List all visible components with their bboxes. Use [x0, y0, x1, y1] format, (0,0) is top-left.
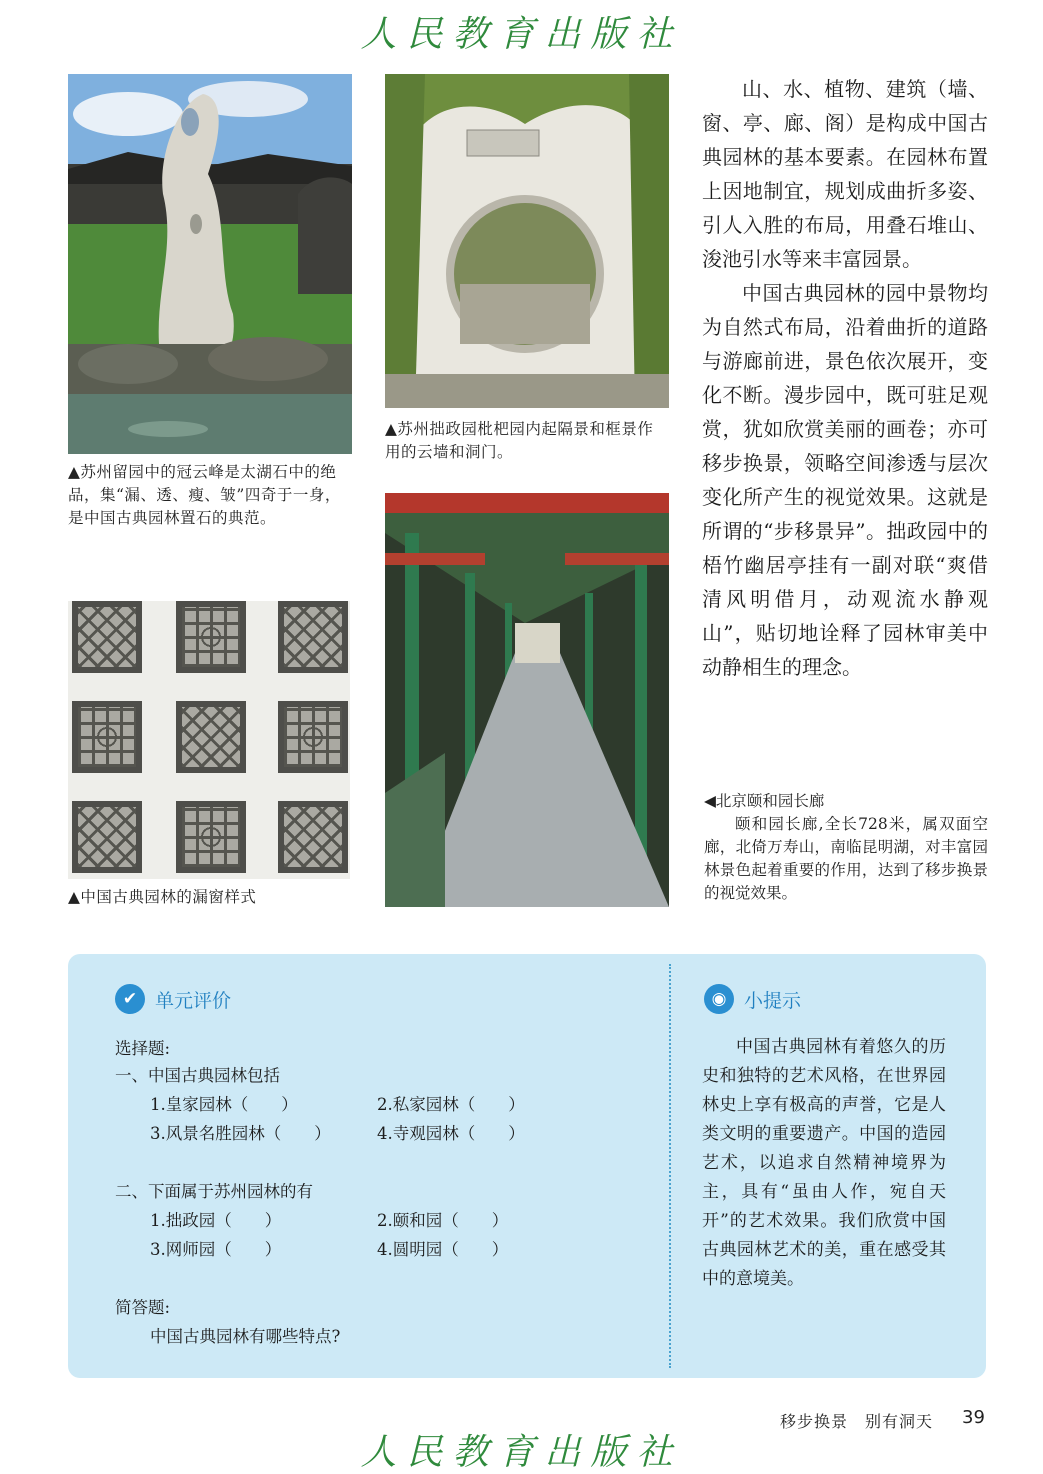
moon-gate-illustration	[385, 74, 669, 408]
choice-label: 选择题:	[115, 1039, 171, 1058]
tip-paragraph: 中国古典园林有着悠久的历史和独特的艺术风格，在世界园林史上享有极高的声誉，它是人类文明的重要遗产。中国的造园艺术，以追求自然精神境界为主，具有“虽由人作，宛自天开”的艺术效果。我们欣赏中国古典园林艺术的美，重在感受其中的意境美。	[702, 1037, 946, 1289]
q1-option-4: 4.寺观园林（ ）	[377, 1124, 525, 1143]
lattice-window	[72, 701, 142, 773]
page-number: 39	[962, 1407, 985, 1428]
corridor-photo	[385, 493, 669, 907]
corridor-illustration	[385, 493, 669, 907]
lattice-window	[176, 701, 246, 773]
corridor-caption-desc: 颐和园长廊,全长728米，属双面空廊，北倚万寿山，南临昆明湖，对丰富园林景色起着重要的作用，达到了移步换景的视觉效果。	[704, 815, 988, 902]
q1-option-3: 3.风景名胜园林（ ）	[150, 1124, 331, 1143]
question-2: 二、下面属于苏州园林的有	[115, 1182, 313, 1201]
question-1: 一、中国古典园林包括	[115, 1066, 280, 1085]
bulb-icon: ◉	[704, 984, 734, 1014]
short-answer-label: 简答题:	[115, 1298, 171, 1317]
tip-heading	[704, 984, 801, 1014]
publisher-logo-bottom: 人民教育出版社	[360, 1432, 683, 1473]
q2-option-4: 4.圆明园（ ）	[377, 1240, 509, 1259]
q2-option-2: 2.颐和园（ ）	[377, 1211, 509, 1230]
rockery-illustration	[68, 74, 352, 454]
lattice-window	[176, 601, 246, 673]
rockery-photo	[68, 74, 352, 454]
moon-gate-photo	[385, 74, 669, 408]
section-footer: 移步换景 别有洞天	[780, 1412, 934, 1431]
q2-option-3: 3.网师园（ ）	[150, 1240, 282, 1259]
rockery-caption: ▲苏州留园中的冠云峰是太湖石中的绝品，集“漏、透、瘦、皱”四奇于一身，是中国古典园林置石的典范。	[68, 463, 341, 527]
lattice-window	[278, 801, 348, 873]
short-answer-question: 中国古典园林有哪些特点?	[150, 1327, 341, 1346]
main-text	[702, 72, 988, 684]
paragraph-2: 中国古典园林的园中景物均为自然式布局，沿着曲折的道路与游廊前进，景色依次展开，变化不断。漫步园中，既可驻足观赏，犹如欣赏美丽的画卷；亦可移步换景，领略空间渗透与层次变化所产生的视觉效果。这就是所谓的“步移景异”。拙政园中的梧竹幽居亭挂有一副对联“爽借清风明借月，动观流水静观山”，贴切地诠释了园林审美中动静相生的理念。	[702, 281, 988, 679]
evaluation-title: 单元评价	[155, 989, 232, 1012]
lattice-window	[72, 601, 142, 673]
lattice-window	[72, 801, 142, 873]
evaluation-heading	[115, 984, 231, 1014]
publisher-logo-top: 人民教育出版社	[360, 14, 683, 55]
corridor-caption-title: ◀北京颐和园长廊	[704, 792, 825, 810]
q2-option-1: 1.拙政园（ ）	[150, 1211, 282, 1230]
lattice-windows-photo	[68, 601, 350, 879]
q1-option-2: 2.私家园林（ ）	[377, 1095, 525, 1114]
lattice-window	[176, 801, 246, 873]
moon-gate-caption: ▲苏州拙政园枇杷园内起隔景和框景作用的云墙和洞门。	[385, 420, 654, 461]
tip-title: 小提示	[744, 989, 802, 1012]
tip-text	[702, 1033, 946, 1294]
box-divider	[669, 964, 671, 1368]
check-icon: ✔	[115, 984, 145, 1014]
corridor-caption	[704, 790, 988, 905]
lattice-window	[278, 601, 348, 673]
lattice-window	[278, 701, 348, 773]
q1-option-1: 1.皇家园林（ ）	[150, 1095, 298, 1114]
paragraph-1: 山、水、植物、建筑（墙、窗、亭、廊、阁）是构成中国古典园林的基本要素。在园林布置上因地制宜，规划成曲折多姿、引人入胜的布局，用叠石堆山、浚池引水等来丰富园景。	[702, 77, 988, 271]
lattice-caption: ▲中国古典园林的漏窗样式	[68, 888, 257, 906]
